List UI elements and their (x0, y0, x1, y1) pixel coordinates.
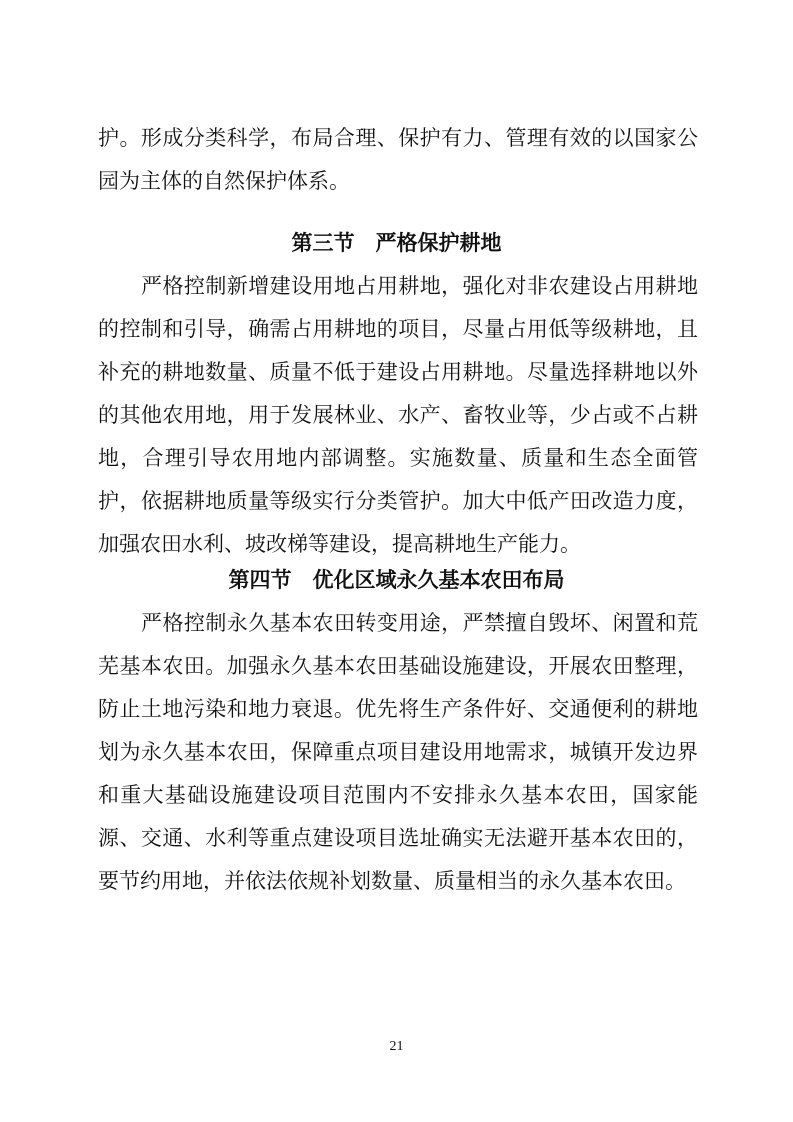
paragraph-line: 护。形成分类科学，布局合理、保护有力、管理有效的以国家公 (98, 126, 698, 150)
paragraph-line: 芜基本农田。加强永久基本农田基础设施建设，开展农田整理， (98, 654, 698, 678)
paragraph-line: 源、交通、水利等重点建设项目选址确实无法避开基本农田的， (98, 826, 698, 850)
paragraph-line: 护，依据耕地质量等级实行分类管护。加大中低产田改造力度， (98, 489, 698, 513)
section-heading: 第四节 优化区域永久基本农田布局 (228, 568, 565, 592)
page-number: 21 (389, 1039, 404, 1054)
paragraph-line: 划为永久基本农田，保障重点项目建设用地需求，城镇开发边界 (98, 740, 698, 764)
paragraph-line: 地，合理引导农用地内部调整。实施数量、质量和生态全面管 (98, 446, 698, 470)
paragraph-line: 加强农田水利、坡改梯等建设，提高耕地生产能力。 (98, 532, 581, 556)
paragraph-line: 补充的耕地数量、质量不低于建设占用耕地。尽量选择耕地以外 (98, 360, 698, 384)
paragraph-line: 严格控制永久基本农田转变用途，严禁擅自毁坏、闲置和荒 (141, 611, 698, 635)
paragraph-line: 的其他农用地，用于发展林业、水产、畜牧业等，少占或不占耕 (98, 403, 698, 427)
paragraph-line: 防止土地污染和地力衰退。优先将生产条件好、交通便利的耕地 (98, 697, 698, 721)
paragraph-line: 的控制和引导，确需占用耕地的项目，尽量占用低等级耕地，且 (98, 317, 698, 341)
section-heading: 第三节 严格保护耕地 (291, 231, 502, 255)
paragraph-line: 和重大基础设施建设项目范围内不安排永久基本农田，国家能 (98, 783, 698, 807)
paragraph-line: 园为主体的自然保护体系。 (98, 169, 350, 193)
paragraph-line: 要节约用地，并依法依规补划数量、质量相当的永久基本农田。 (98, 869, 686, 893)
paragraph-line: 严格控制新增建设用地占用耕地，强化对非农建设占用耕地 (141, 274, 698, 298)
